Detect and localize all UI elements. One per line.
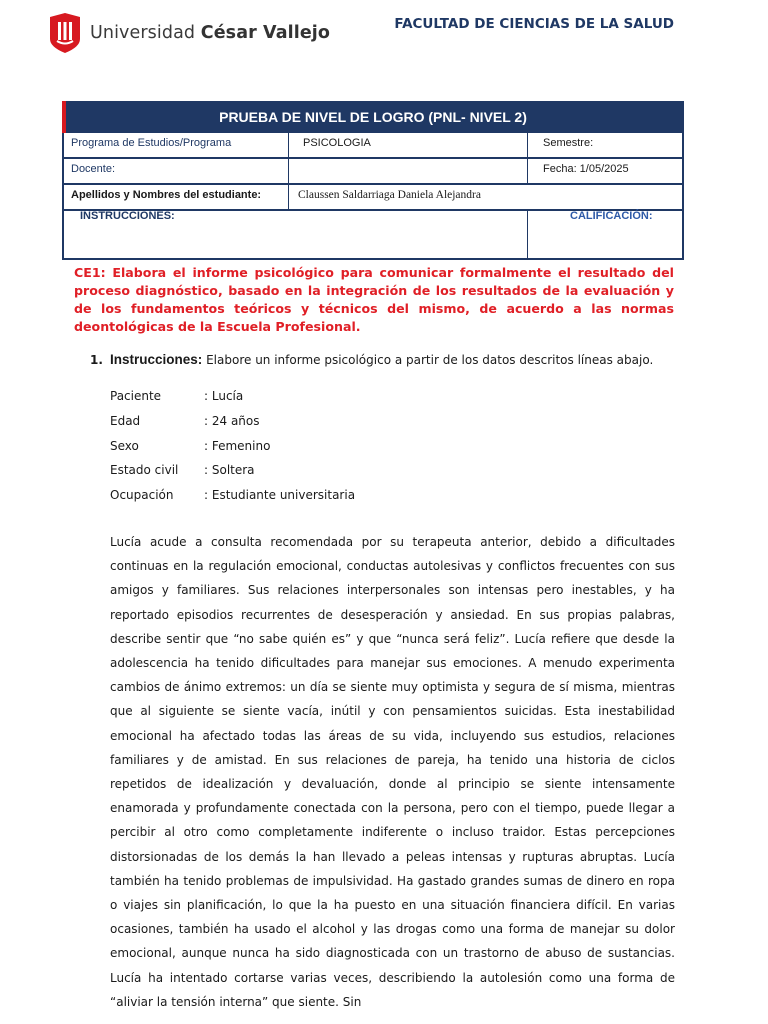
instructions-text: Elabore un informe psicológico a partir de los datos descritos líneas abajo. — [202, 353, 654, 367]
patient-row-name — [110, 384, 355, 409]
university-logo — [50, 13, 330, 53]
patient-key: Paciente — [110, 389, 162, 404]
divider — [288, 185, 289, 209]
case-description: Lucía acude a consulta recomendada por su terapeuta anterior, debido a dificultades continuas en la regulación emocional, conductas autolesivas y conflictos frecuentes con sus amigos y familiares. Sus relaciones interpersonales son intensas pero inestables, y ha reportado episodios recurrentes de desesperación y ansiedad. En sus propias palabras, describe sentir que “no sabe quién es” y que “nunca será feliz”. Lucía refiere que desde la adolescencia ha tenido dificultades para manejar sus emociones. A menudo experimenta cambios de ánimo extremos: un día se siente muy optimista y segura de sí misma, mientras que al siguiente se siente vacía, inútil y con pensamientos suicidas. Esta inestabilidad emocional ha afectado todas las áreas de su vida, incluyendo sus estudios, relaciones familiares y de amistad. En sus relaciones de pareja, ha tenido una historia de ciclos repetidos de idealización y devaluación, donde al principio se siente intensamente enamorada y profundamente conectada con la persona, pero con el tiempo, puede llegar a percibir al otro como completamente indiferente o incluso traidor. Estas percepciones distorsionadas de los demás la han llevado a peleas intensas y rupturas abruptas. Lucía también ha tenido problemas de impulsividad. Ha gastado grandes sumas de dinero en ropa o viajes sin planificación, lo que la ha puesto en una situación financiera difícil. En varias ocasiones, también ha usado el alcohol y las drogas como una forma de manejar su dolor emocional, aunque nunca ha sido diagnosticada con un trastorno de abuso de sustancias. Lucía ha intentado cortarse varias veces, describiendo la autolesión como una forma de “aliviar la tensión interna” que siente. Sin — [110, 535, 675, 1009]
exam-title: PRUEBA DE NIVEL DE LOGRO (PNL- NIVEL 2) — [219, 109, 527, 125]
patient-value: : Soltera — [204, 463, 255, 478]
teacher-label[interactable]: Docente: — [71, 163, 116, 175]
program-row — [64, 133, 682, 157]
patient-row-age — [110, 409, 355, 434]
patient-row-sex — [110, 433, 355, 458]
teacher-row — [64, 157, 682, 183]
divider — [527, 211, 528, 258]
patient-value: : Femenino — [204, 438, 271, 453]
university-name: Universidad César Vallejo — [90, 23, 331, 43]
title-accent-bar — [62, 101, 66, 133]
divider — [288, 133, 289, 157]
program-label: Programa de Estudios/Programa — [71, 137, 232, 149]
divider — [527, 133, 528, 157]
exam-title-bar — [62, 101, 684, 133]
form-grid — [62, 133, 684, 260]
faculty-title: FACULTAD DE CIENCIAS DE LA SALUD — [394, 16, 674, 32]
student-row — [64, 183, 682, 209]
student-name-value[interactable]: Claussen Saldarriaga Daniela Alejandra — [298, 189, 481, 201]
instructions-header: INSTRUCCIONES: — [80, 210, 175, 222]
grade-header: CALIFICACIÓN: — [570, 210, 653, 222]
patient-value: : Estudiante universitaria — [204, 488, 356, 503]
divider — [288, 159, 289, 183]
patient-key: Ocupación — [110, 488, 174, 503]
semester-label[interactable]: Semestre: — [543, 137, 594, 149]
patient-key: Estado civil — [110, 463, 179, 478]
patient-row-civil-status — [110, 458, 355, 483]
divider — [527, 159, 528, 183]
program-value[interactable]: PSICOLOGIA — [303, 137, 371, 149]
patient-value: : Lucía — [204, 389, 244, 404]
competency-statement: CE1: Elabora el informe psicológico para comunicar formalmente el resultado del proceso diagnóstico, basado en la integración de los resultados de la evaluación y de los fundamentos teóricos y técnicos del mismo, de acuerdo a las normas deontológicas de la Escuela Profesional. — [74, 265, 674, 334]
instructions-line — [90, 352, 653, 367]
instructions-title: Instrucciones: — [110, 352, 203, 367]
university-shield-icon — [50, 13, 80, 53]
patient-key: Edad — [110, 414, 141, 429]
patient-value: : 24 años — [204, 414, 260, 429]
patient-data-list — [110, 384, 355, 507]
patient-key: Sexo — [110, 438, 139, 453]
instructions-grade-row — [64, 209, 682, 258]
exam-form-table — [62, 101, 684, 260]
student-label: Apellidos y Nombres del estudiante: — [71, 189, 262, 201]
date-field[interactable]: Fecha: 1/05/2025 — [543, 163, 629, 175]
instruction-number: 1. — [90, 353, 103, 367]
patient-row-occupation — [110, 483, 355, 508]
